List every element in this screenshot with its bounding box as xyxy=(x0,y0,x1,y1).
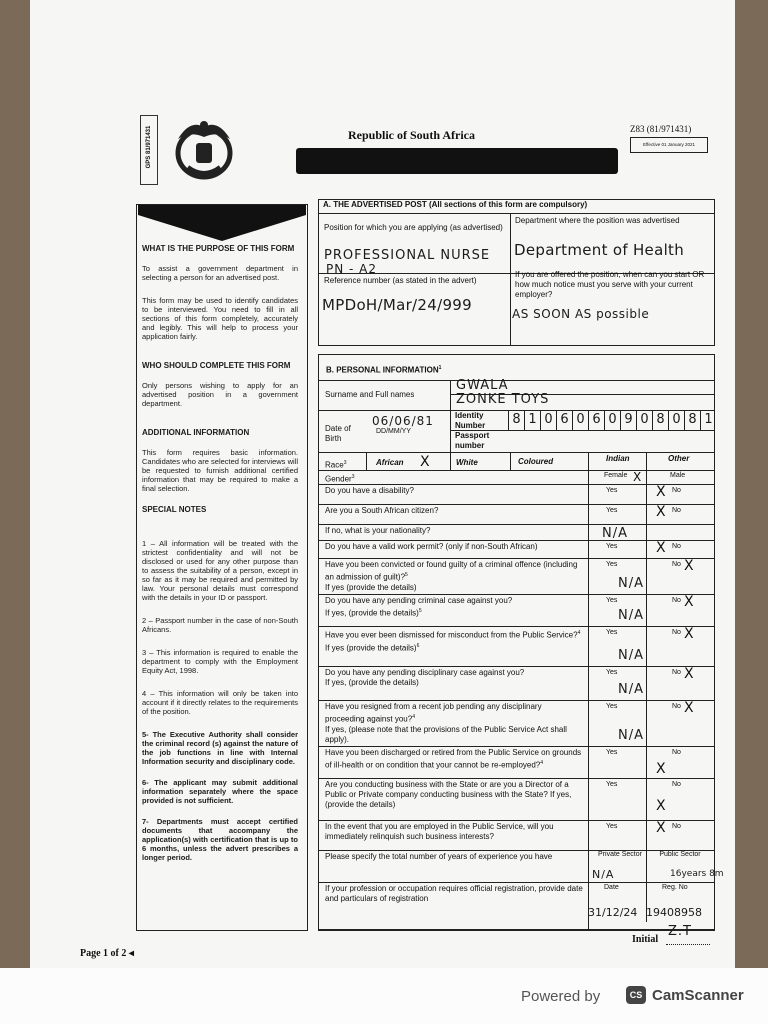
yes-option[interactable]: Yes xyxy=(606,781,618,788)
purpose-heading: WHAT IS THE PURPOSE OF THIS FORM xyxy=(142,244,295,253)
start-value[interactable]: AS SOON AS possible xyxy=(512,307,650,321)
dob-value[interactable]: 06/06/81 xyxy=(372,414,434,428)
note-2: 2 – Passport number in the case of non-South Africans. xyxy=(142,616,298,634)
camscanner-brand: CamScanner xyxy=(652,987,744,1004)
passport-label: Passport number xyxy=(455,431,490,450)
down-arrow-icon xyxy=(138,205,306,241)
section-a-title: A. THE ADVERTISED POST (All sections of this form are compulsory) xyxy=(323,200,588,209)
form-code: Z83 (81/971431) xyxy=(630,124,692,134)
who-heading: WHO SHOULD COMPLETE THIS FORM xyxy=(142,361,291,370)
additional-heading: ADDITIONAL INFORMATION xyxy=(142,428,250,437)
question-0: Gender$^3$ xyxy=(325,474,355,484)
question-11: Are you conducting business with the State or are you a Director of a Public or Private company conducting business with the State? If yes, (provide the details) xyxy=(325,780,572,809)
id-digit-row xyxy=(508,410,716,430)
race-option-white[interactable]: White xyxy=(456,458,478,467)
department-value[interactable]: Department of Health xyxy=(514,241,685,259)
race-mark: X xyxy=(420,454,430,470)
no-option[interactable]: No xyxy=(672,749,681,756)
na-answer[interactable]: N/A xyxy=(618,648,644,663)
no-option[interactable]: No xyxy=(672,629,681,636)
position-grade-value[interactable]: PN - A2 xyxy=(326,262,378,276)
surname-value[interactable]: GWALA xyxy=(456,378,509,393)
id-digit-box[interactable]: 0 xyxy=(540,410,556,430)
note-3: 3 – This information is required to enable the department to comply with the Employment Equity Act, 1998. xyxy=(142,648,298,675)
note-5: 5- The Executive Authority shall consider the criminal record (s) against the nature of the job functions in line with Internal Information security and disciplinary code. xyxy=(142,730,298,766)
dob-label: Date of Birth xyxy=(325,424,351,443)
reference-value[interactable]: MPDoH/Mar/24/999 xyxy=(322,296,472,314)
question-4: Do you have a valid work permit? (only if non-South African) xyxy=(325,542,538,551)
yes-option[interactable]: Yes xyxy=(606,561,618,568)
additional-text: This form requires basic information. Candidates who are selected for interviews will be requested to furnish additional certified information that may be required to make a final selection. xyxy=(142,448,298,493)
row-divider xyxy=(318,746,715,747)
public-sector-label: Public Sector xyxy=(659,851,701,858)
answer-mark: X xyxy=(684,700,694,716)
private-sector-label: Private Sector xyxy=(598,851,642,858)
no-option[interactable]: No xyxy=(672,543,681,550)
yes-option[interactable]: Yes xyxy=(606,543,618,550)
question-3: If no, what is your nationality? xyxy=(325,526,431,535)
no-option[interactable]: No xyxy=(672,669,681,676)
purpose-text-1: To assist a government department in selecting a person for an advertised post. xyxy=(142,264,298,282)
section-b-title: B. PERSONAL INFORMATION$^1$ xyxy=(326,365,442,375)
initial-value[interactable]: Z.T xyxy=(668,924,692,939)
sidebar-text xyxy=(142,243,298,862)
row-divider xyxy=(318,594,715,595)
race-option-coloured[interactable]: Coloured xyxy=(518,457,554,466)
yes-option[interactable]: Yes xyxy=(606,487,618,494)
race-label: Race$^3$ xyxy=(325,460,347,470)
question-2: Are you a South African citizen? xyxy=(325,506,439,515)
answer-mark: X xyxy=(684,558,694,574)
powered-by-text: Powered by xyxy=(521,988,601,1005)
note-4: 4 – This information will only be taken into account if it directly relates to the requirements of the position. xyxy=(142,689,298,716)
answer-mark: X xyxy=(656,504,666,520)
question-6: Do you have any pending criminal case against you? If yes, (provide the details)$^5$ xyxy=(325,596,513,618)
note-6: 6- The applicant may submit additional information separately where the space provided is not sufficient. xyxy=(142,778,298,805)
id-digit-box[interactable]: 1 xyxy=(524,410,540,430)
row-divider xyxy=(318,778,715,779)
camscanner-logo-icon: CS xyxy=(626,986,646,1004)
na-answer[interactable]: N/A xyxy=(602,526,628,541)
question-8: Do you have any pending disciplinary case against you? If yes, (provide the details) xyxy=(325,668,525,687)
answer-mark: X xyxy=(656,761,666,777)
no-option[interactable]: No xyxy=(672,781,681,788)
id-digit-box[interactable]: 0 xyxy=(636,410,652,430)
coat-of-arms-logo xyxy=(168,117,240,181)
question-14: If your profession or occupation requires official registration, provide date and particulars of registration xyxy=(325,884,583,903)
position-value[interactable]: PROFESSIONAL NURSE xyxy=(324,248,491,263)
na-answer[interactable]: N/A xyxy=(618,576,644,591)
question-12: In the event that you are employed in the Public Service, will you immediately relinquish such business interests? xyxy=(325,822,554,841)
department-label: Department where the position was advertised xyxy=(515,216,680,225)
registration-date-label: Date xyxy=(604,884,619,891)
question-7: Have you ever been dismissed for misconduct from the Public Service?$^4$ If yes (provide the details)$^6$ xyxy=(325,630,581,653)
gender-option-female[interactable]: Female xyxy=(604,472,628,479)
question-10: Have you been discharged or retired from the Public Service on grounds of ill-health or on condition that your cannot be re-employed?$^4$ xyxy=(325,748,582,770)
id-digit-box[interactable]: 8 xyxy=(684,410,700,430)
id-number-boxes[interactable] xyxy=(508,410,716,430)
position-label: Position for which you are applying (as advertised) xyxy=(324,223,503,232)
na-answer[interactable]: N/A xyxy=(618,728,644,743)
yes-option[interactable]: Yes xyxy=(606,507,618,514)
id-digit-box[interactable]: 0 xyxy=(668,410,684,430)
private-sector-value[interactable]: N/A xyxy=(592,868,615,881)
row-divider xyxy=(318,700,715,701)
country-title: Republic of South Africa xyxy=(348,128,476,142)
row-divider xyxy=(318,626,715,627)
id-digit-box[interactable]: 8 xyxy=(508,410,524,430)
yes-option[interactable]: Yes xyxy=(606,703,618,710)
id-digit-box[interactable]: 0 xyxy=(604,410,620,430)
yes-option[interactable]: Yes xyxy=(606,597,618,604)
gender-mark: X xyxy=(633,470,642,484)
row-divider xyxy=(318,666,715,667)
surname-label: Surname and Full names xyxy=(325,390,415,399)
row-divider xyxy=(318,930,715,931)
gender-option-male[interactable]: Male xyxy=(670,472,686,479)
registration-date-value[interactable]: 31/12/24 xyxy=(588,906,638,919)
answer-mark: X xyxy=(656,540,666,556)
public-sector-value[interactable]: 16years 8m xyxy=(670,869,724,879)
reference-label: Reference number (as stated in the advert) xyxy=(324,276,477,285)
page-number: Page 1 of 2 ◂ xyxy=(80,948,134,959)
redacted-banner xyxy=(296,148,618,174)
no-option[interactable]: No xyxy=(672,703,681,710)
id-label: Identity Number xyxy=(455,411,486,430)
id-digit-box[interactable]: 0 xyxy=(572,410,588,430)
question-9: Have you resigned from a recent job pending any disciplinary proceeding against you?$^4$ If yes, (please note that the provisions of the Public Service Act shall apply). xyxy=(325,702,567,744)
id-digit-box[interactable]: 8 xyxy=(652,410,668,430)
answer-mark: X xyxy=(684,666,694,682)
no-option[interactable]: No xyxy=(672,823,681,830)
na-answer[interactable]: N/A xyxy=(618,608,644,623)
race-option-indian[interactable]: Indian xyxy=(606,454,630,463)
id-digit-box[interactable]: 9 xyxy=(620,410,636,430)
scanner-footer xyxy=(0,968,768,1024)
na-answer[interactable]: N/A xyxy=(618,682,644,697)
race-option-african[interactable]: African xyxy=(376,458,404,467)
form-spine-code: GPS 81/971431 xyxy=(140,115,158,185)
initial-label: Initial xyxy=(632,934,659,945)
answer-mark: X xyxy=(656,484,666,500)
row-divider xyxy=(318,558,715,559)
id-digit-box[interactable]: 1 xyxy=(700,410,716,430)
full-names-value[interactable]: ZONKE TOYS xyxy=(456,392,550,407)
no-option[interactable]: No xyxy=(672,487,681,494)
id-digit-box[interactable]: 6 xyxy=(556,410,572,430)
yes-option[interactable]: Yes xyxy=(606,629,618,636)
note-1: 1 – All information will be treated with the strictest confidentiality and will not be disclosed or used for any other purpose than to assess the suitability of a person, except in so far as it may be required and permitted by law. Your personal details must correspond with the details in your ID or passport. xyxy=(142,539,298,602)
question-1: Do you have a disability? xyxy=(325,486,414,495)
who-text: Only persons wishing to apply for an advertised position in a government department. xyxy=(142,381,298,408)
purpose-text-2: This form may be used to identify candidates to be interviewed. You need to fill in all sections of this form completely, accurately and legibly. This will help to process your application fairly. xyxy=(142,296,298,341)
yes-option[interactable]: Yes xyxy=(606,749,618,756)
no-option[interactable]: No xyxy=(672,597,681,604)
row-divider xyxy=(318,524,715,525)
id-digit-box[interactable]: 6 xyxy=(588,410,604,430)
question-5: Have you been convicted or found guilty of a criminal offence (including an admission of guilt)?$^5$ If yes (provide the details) xyxy=(325,560,578,592)
note-7: 7- Departments must accept certified documents that accompany the application(s) with certification that is up to 6 months, unless the advert prescribes a longer period. xyxy=(142,817,298,862)
no-option[interactable]: No xyxy=(672,561,681,568)
yes-option[interactable]: Yes xyxy=(606,669,618,676)
notes-heading: SPECIAL NOTES xyxy=(142,505,207,514)
answer-mark: X xyxy=(684,626,694,642)
registration-number-label: Reg. No xyxy=(662,884,688,891)
yes-option[interactable]: Yes xyxy=(606,823,618,830)
row-divider xyxy=(318,882,715,883)
answer-mark: X xyxy=(684,594,694,610)
race-option-other[interactable]: Other xyxy=(668,454,690,463)
answer-mark: X xyxy=(656,820,666,836)
no-option[interactable]: No xyxy=(672,507,681,514)
dob-format: DD/MM/YY xyxy=(376,428,411,435)
start-label: If you are offered the position, when can you start OR how much notice must you serve with your current employer? xyxy=(515,270,705,299)
form-effective-box: Effective 01 January 2021 xyxy=(630,137,708,153)
question-13: Please specify the total number of years of experience you have xyxy=(325,852,553,861)
initial-dotted-line xyxy=(666,944,710,945)
answer-mark: X xyxy=(656,798,666,814)
registration-number-value[interactable]: 19408958 xyxy=(646,906,702,919)
